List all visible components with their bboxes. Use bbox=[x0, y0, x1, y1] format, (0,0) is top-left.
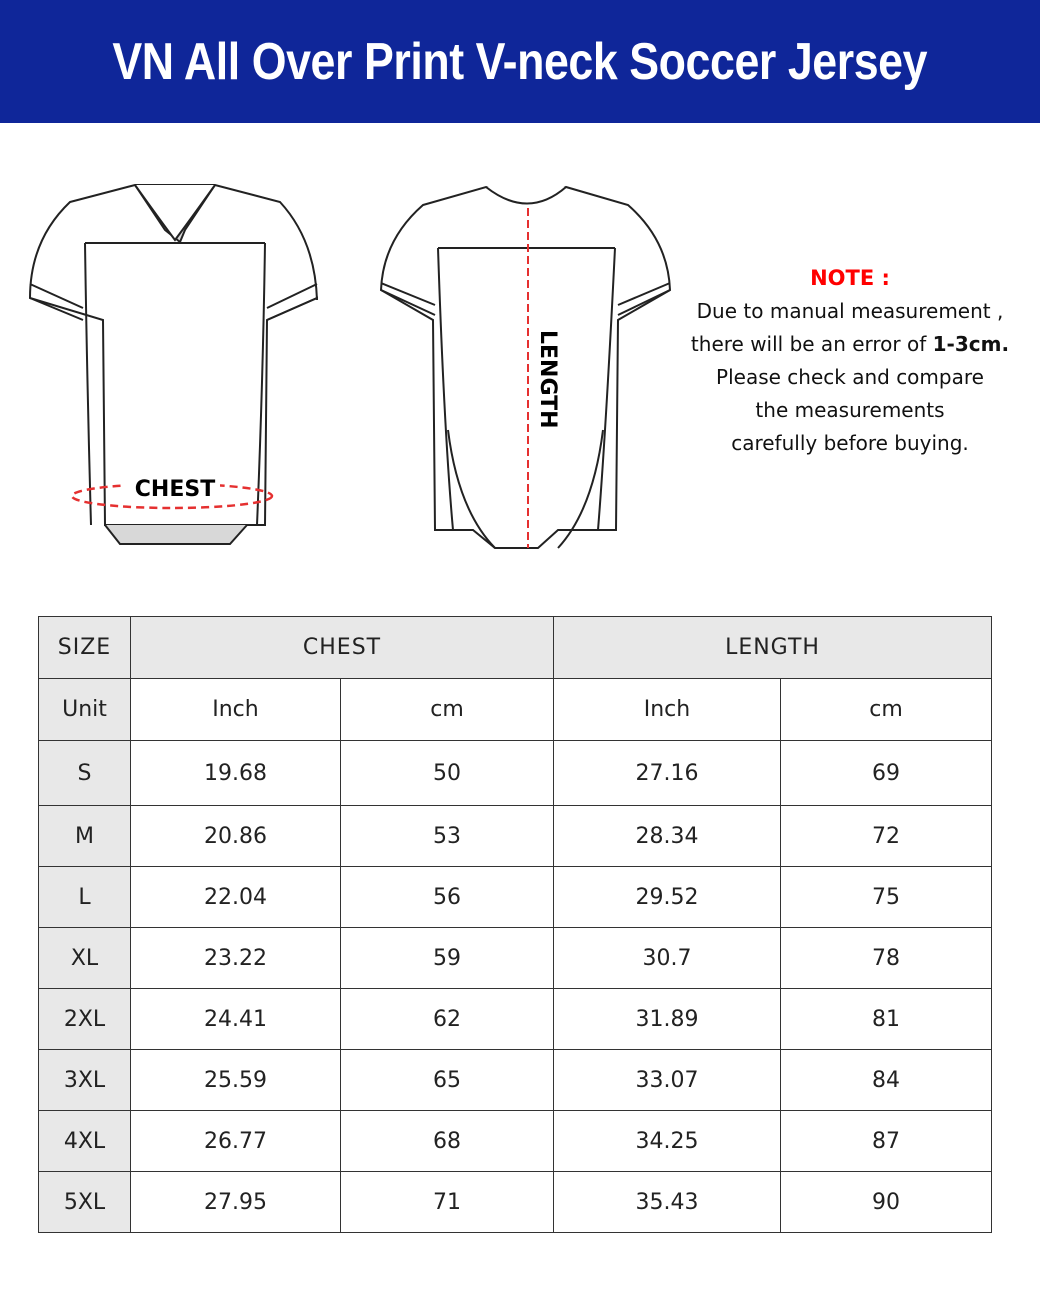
chest-cm-cell: 53 bbox=[341, 806, 554, 867]
table-row bbox=[39, 1172, 992, 1233]
chest-inch-cell: 27.95 bbox=[131, 1172, 341, 1233]
length-inch-cell: 35.43 bbox=[554, 1172, 781, 1233]
length-cm-cell: 90 bbox=[781, 1172, 992, 1233]
unit-row bbox=[39, 679, 992, 741]
length-cm-cell: 87 bbox=[781, 1111, 992, 1172]
size-cell: 3XL bbox=[39, 1050, 131, 1111]
chest-header: CHEST bbox=[131, 617, 554, 679]
chest-inch-cell: 19.68 bbox=[131, 741, 341, 806]
header-row bbox=[39, 617, 992, 679]
chest-inch-cell: 25.59 bbox=[131, 1050, 341, 1111]
chest-inch-unit: Inch bbox=[131, 679, 341, 741]
jersey-front-diagram bbox=[25, 180, 325, 550]
note-error-range: 1-3cm. bbox=[932, 332, 1010, 356]
chest-inch-cell: 24.41 bbox=[131, 989, 341, 1050]
length-cm-unit: cm bbox=[781, 679, 992, 741]
length-inch-cell: 31.89 bbox=[554, 989, 781, 1050]
length-cm-cell: 72 bbox=[781, 806, 992, 867]
chest-cm-cell: 56 bbox=[341, 867, 554, 928]
length-cm-cell: 84 bbox=[781, 1050, 992, 1111]
jersey-back-diagram bbox=[378, 180, 678, 552]
table-row bbox=[39, 1050, 992, 1111]
table-row bbox=[39, 928, 992, 989]
table-row bbox=[39, 741, 992, 806]
table-row bbox=[39, 867, 992, 928]
table-row bbox=[39, 989, 992, 1050]
size-cell: 5XL bbox=[39, 1172, 131, 1233]
size-cell: XL bbox=[39, 928, 131, 989]
size-table bbox=[38, 616, 992, 1233]
length-inch-cell: 27.16 bbox=[554, 741, 781, 806]
chest-inch-cell: 22.04 bbox=[131, 867, 341, 928]
chest-cm-cell: 50 bbox=[341, 741, 554, 806]
page-title: VN All Over Print V-neck Soccer Jersey bbox=[112, 32, 928, 91]
chest-inch-cell: 20.86 bbox=[131, 806, 341, 867]
length-header: LENGTH bbox=[554, 617, 992, 679]
title-banner bbox=[0, 0, 1040, 123]
chest-cm-unit: cm bbox=[341, 679, 554, 741]
chest-cm-cell: 65 bbox=[341, 1050, 554, 1111]
measurement-note bbox=[690, 262, 1010, 460]
length-inch-cell: 28.34 bbox=[554, 806, 781, 867]
length-cm-cell: 81 bbox=[781, 989, 992, 1050]
length-inch-cell: 30.7 bbox=[554, 928, 781, 989]
size-cell: S bbox=[39, 741, 131, 806]
chest-cm-cell: 59 bbox=[341, 928, 554, 989]
note-line-3: Please check and compare bbox=[716, 365, 984, 389]
chest-cm-cell: 62 bbox=[341, 989, 554, 1050]
length-inch-cell: 29.52 bbox=[554, 867, 781, 928]
size-header: SIZE bbox=[39, 617, 131, 679]
length-inch-unit: Inch bbox=[554, 679, 781, 741]
size-cell: L bbox=[39, 867, 131, 928]
size-cell: 4XL bbox=[39, 1111, 131, 1172]
size-cell: M bbox=[39, 806, 131, 867]
table-row bbox=[39, 1111, 992, 1172]
chest-label: CHEST bbox=[134, 477, 216, 502]
length-cm-cell: 78 bbox=[781, 928, 992, 989]
note-line-2: there will be an error of bbox=[690, 332, 933, 356]
note-title: NOTE : bbox=[810, 266, 890, 290]
length-inch-cell: 33.07 bbox=[554, 1050, 781, 1111]
length-cm-cell: 69 bbox=[781, 741, 992, 806]
chest-cm-cell: 68 bbox=[341, 1111, 554, 1172]
note-line-4: the measurements bbox=[755, 398, 945, 422]
length-label: LENGTH bbox=[535, 330, 560, 429]
length-inch-cell: 34.25 bbox=[554, 1111, 781, 1172]
chest-inch-cell: 23.22 bbox=[131, 928, 341, 989]
chest-inch-cell: 26.77 bbox=[131, 1111, 341, 1172]
chest-cm-cell: 71 bbox=[341, 1172, 554, 1233]
table-row bbox=[39, 806, 992, 867]
unit-label: Unit bbox=[39, 679, 131, 741]
note-line-5: carefully before buying. bbox=[731, 431, 969, 455]
length-cm-cell: 75 bbox=[781, 867, 992, 928]
note-line-1: Due to manual measurement , bbox=[696, 299, 1004, 323]
size-cell: 2XL bbox=[39, 989, 131, 1050]
